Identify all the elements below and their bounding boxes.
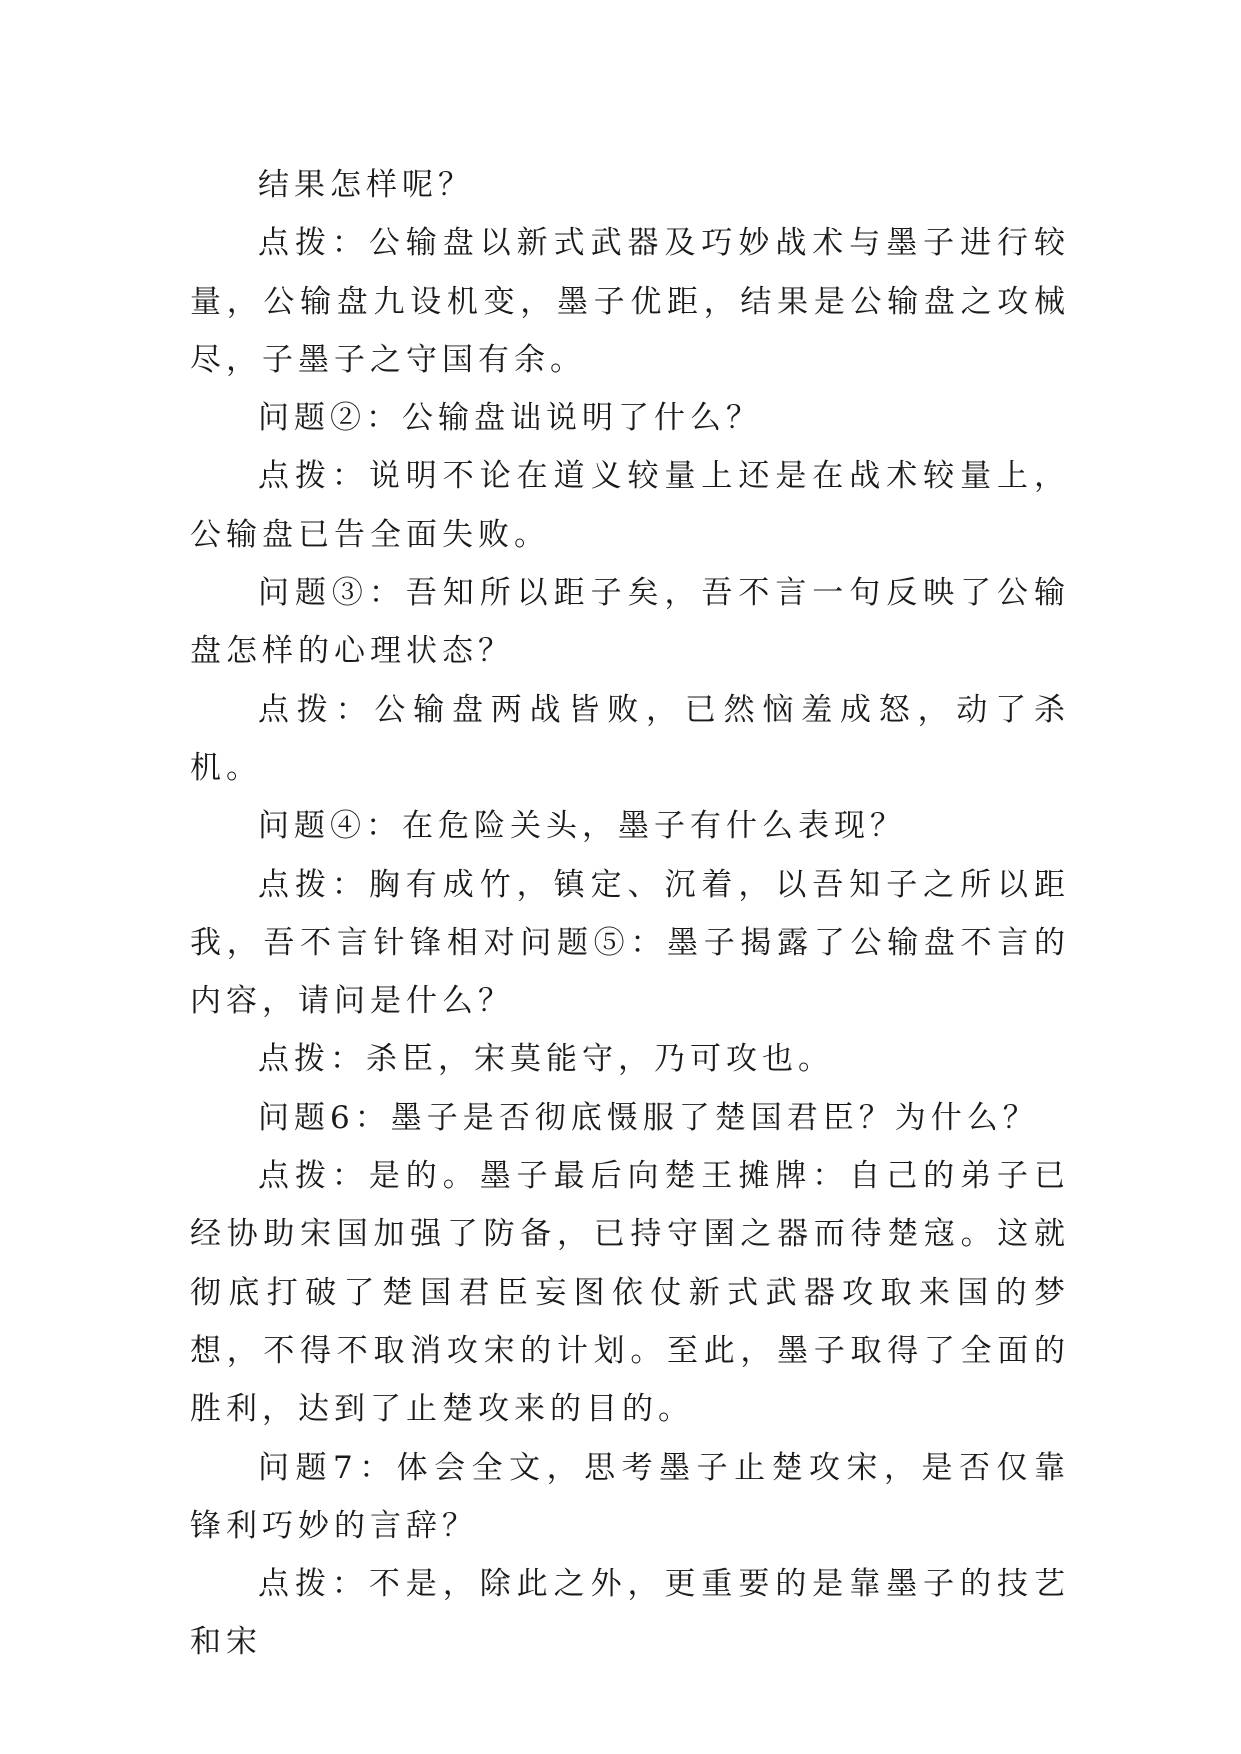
paragraph-hint-4: 点拨：胸有成竹，镇定、沉着，以吾知子之所以距我，吾不言针锋相对问题⑤：墨子揭露了公输盘不言的内容，请问是什么？: [190, 866, 1070, 1020]
paragraph-hint-3: 点拨：公输盘两战皆败，已然恼羞成怒，动了杀机。: [190, 691, 1070, 786]
paragraph-question-2: 问题②：公输盘诎说明了什么？: [258, 400, 762, 437]
paragraph-result-question: 结果怎样呢？: [258, 167, 474, 203]
paragraph-question-7: 问题7：体会全文，思考墨子止楚攻宋，是否仅靠锋利巧妙的言辞？: [190, 1449, 1070, 1544]
paragraph-question-3: 问题③：吾知所以距子矣，吾不言一句反映了公输盘怎样的心理状态？: [190, 575, 1070, 670]
paragraph-question-4: 问题④：在危险关头，墨子有什么表现？: [258, 808, 906, 845]
document-body: [190, 156, 1070, 1672]
paragraph-hint-6: 点拨：是的。墨子最后向楚王摊牌：自己的弟子已经协助宋国加强了防备，已持守圉之器而待楚寇。这就彻底打破了楚国君臣妄图依仗新式武器攻取来国的梦想，不得不取消攻宋的计划。至此，墨子取得了全面的胜利，达到了止楚攻来的目的。: [190, 1158, 1070, 1428]
paragraph-hint-5: 点拨：杀臣，宋莫能守，乃可攻也。: [258, 1041, 834, 1078]
paragraph-question-6: 问题6：墨子是否彻底慑服了楚国君臣？为什么？: [258, 1099, 1039, 1136]
paragraph-hint-1: 点拨：公输盘以新式武器及巧妙战术与墨子进行较量，公输盘九设机变，墨子优距，结果是公输盘之攻械尽，子墨子之守国有余。: [190, 225, 1070, 378]
paragraph-hint-7: 点拨：不是，除此之外，更重要的是靠墨子的技艺和宋: [190, 1566, 1070, 1661]
paragraph-hint-2: 点拨：说明不论在道义较量上还是在战术较量上，公输盘已告全面失败。: [190, 458, 1070, 553]
